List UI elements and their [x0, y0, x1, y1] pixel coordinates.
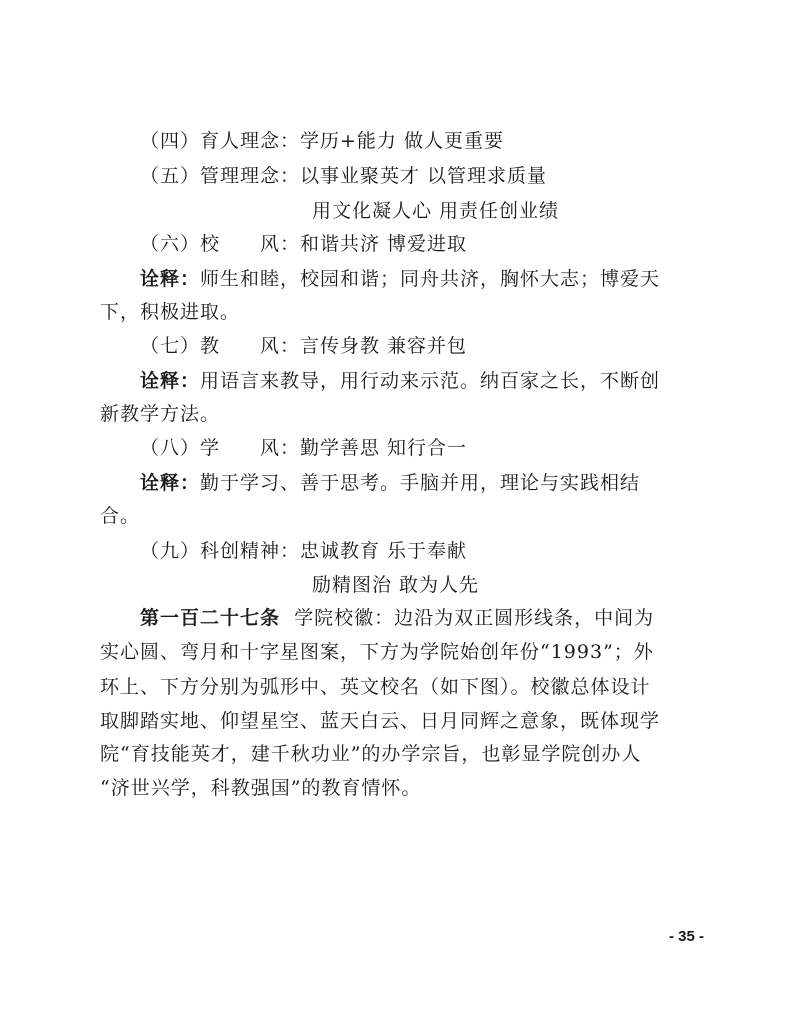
item-eight-note	[140, 471, 700, 495]
item-seven-text: 言传身教 兼容并包	[300, 335, 468, 357]
item-six-note-line2: 下，积极进取。	[100, 301, 241, 323]
article-line5: 院“育技能英才，建千秋功业”的办学宗旨，也彰显学院创办人	[100, 743, 642, 765]
article-line4: 取脚踏实地、仰望星空、蓝天白云、日月同辉之意象，既体现学	[100, 710, 661, 732]
note-text: 勤于学习、善于思考。手脑并用，理论与实践相结	[200, 472, 641, 494]
item-six-text: 和谐共济 博爱进取	[300, 233, 468, 255]
article-line1: 学院校徽：边沿为双正圆形线条，中间为	[294, 607, 655, 629]
note-label: 诠释：	[140, 268, 201, 290]
item-nine-label: （九）科创精神：	[140, 540, 301, 562]
item-five-label: （五）管理理念：	[140, 165, 301, 187]
item-eight	[140, 436, 740, 460]
item-nine-text: 忠诚教育 乐于奉献	[300, 540, 468, 562]
item-seven	[140, 334, 740, 358]
item-six-note	[140, 267, 700, 291]
item-six-label: （六）校 风：	[140, 233, 301, 255]
note-label: 诠释：	[140, 370, 201, 392]
article-line6: “济世兴学，科教强国”的教育情怀。	[100, 777, 422, 799]
item-nine-line2: 励精图治 敢为人先	[312, 574, 480, 596]
article-heading: 第一百二十七条	[140, 607, 281, 629]
item-four	[140, 129, 740, 153]
item-eight-label: （八）学 风：	[140, 437, 301, 459]
item-seven-note-line2: 新教学方法。	[100, 403, 221, 425]
item-seven-label: （七）教 风：	[140, 335, 301, 357]
item-five-text: 以事业聚英才 以管理求质量	[300, 165, 548, 187]
item-eight-note-line2: 合。	[100, 505, 141, 527]
item-five-line2: 用文化凝人心 用责任创业绩	[312, 200, 560, 222]
page-number: - 35 -	[668, 928, 704, 945]
article-line2: 实心圆、弯月和十字星图案，下方为学院始创年份“1993”；外	[100, 641, 654, 663]
article-127	[140, 606, 700, 630]
article-line3: 环上、下方分别为弧形中、英文校名（如下图）。校徽总体设计	[100, 676, 651, 698]
item-seven-note	[140, 369, 700, 393]
item-four-label: （四）育人理念：	[140, 130, 301, 152]
item-nine	[140, 539, 740, 563]
item-four-text: 学历+能力 做人更重要	[300, 130, 504, 152]
note-label: 诠释：	[140, 472, 201, 494]
item-six	[140, 232, 740, 256]
note-text: 用语言来教导，用行动来示范。纳百家之长，不断创	[200, 370, 661, 392]
item-eight-text: 勤学善思 知行合一	[300, 437, 468, 459]
note-text: 师生和睦，校园和谐；同舟共济，胸怀大志；博爱天	[200, 268, 661, 290]
item-five	[140, 164, 740, 188]
